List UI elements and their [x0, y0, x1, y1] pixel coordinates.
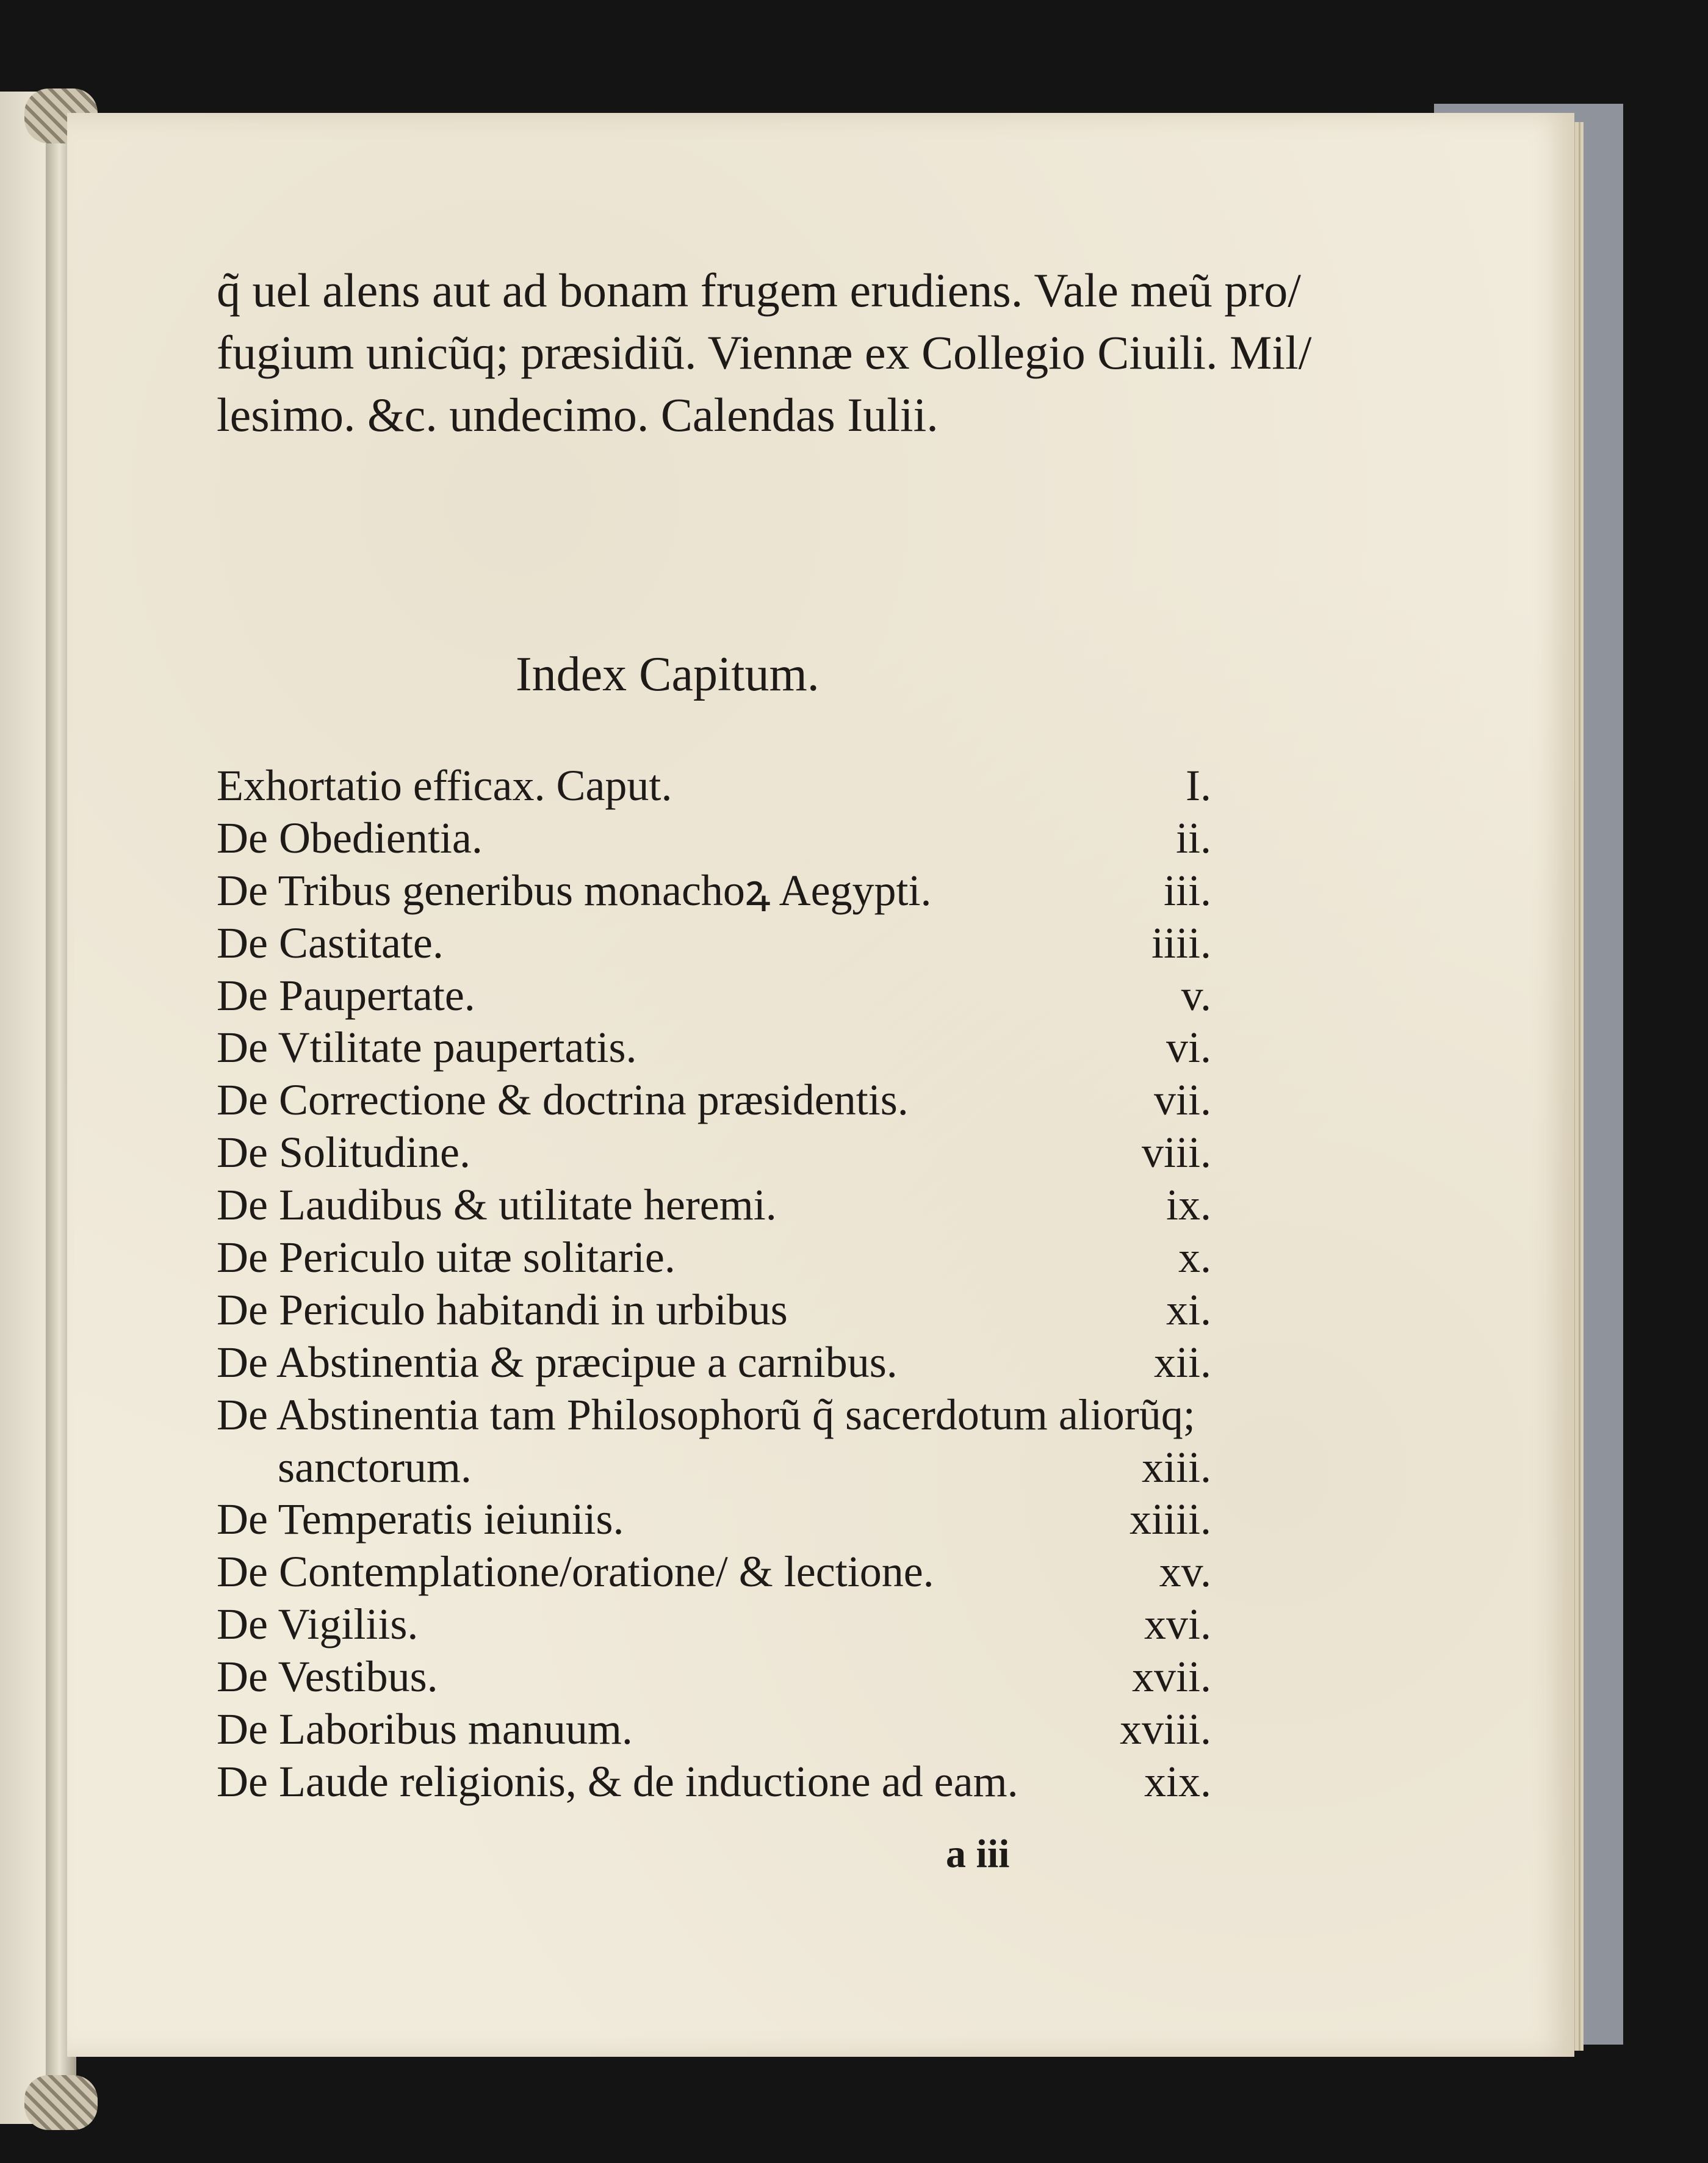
- entry-title: De Abstinentia & præcipue a carnibus.: [217, 1337, 898, 1387]
- entry-title: De Laude religionis, & de inductione ad eam.: [217, 1757, 1018, 1806]
- entry-title: De Laboribus manuum.: [217, 1705, 633, 1754]
- entry-title: De Laudibus & utilitate heremi.: [217, 1180, 777, 1230]
- entry-number: ii.: [1175, 813, 1211, 862]
- entry-title: De Contemplatione/oratione/ & lectione.: [217, 1547, 934, 1597]
- entry-number: xvi.: [1144, 1600, 1211, 1649]
- binding-thread-bottom: [24, 2075, 98, 2130]
- entry-title: sanctorum.: [278, 1442, 472, 1492]
- entry-number: xi.: [1166, 1285, 1211, 1334]
- entry-title: De Paupertate.: [217, 970, 475, 1020]
- entry-number: vii.: [1153, 1075, 1211, 1125]
- index-entry: [217, 812, 1211, 865]
- index-entry: [217, 1284, 1211, 1337]
- entry-number: xviii.: [1119, 1705, 1211, 1754]
- entry-number: ix.: [1166, 1180, 1211, 1230]
- index-entry: [217, 1337, 1211, 1389]
- entry-number: xvii.: [1131, 1652, 1211, 1702]
- entry-number: I.: [1186, 761, 1211, 810]
- entry-number: iii.: [1163, 865, 1211, 915]
- entry-title: De Vestibus.: [217, 1652, 438, 1702]
- entry-title: De Obedientia.: [217, 813, 483, 862]
- entry-number: xii.: [1153, 1337, 1211, 1387]
- index-entry: [217, 1651, 1211, 1703]
- entry-number: xiiii.: [1129, 1495, 1211, 1544]
- preface-line: fugium unicũq; præsidiũ. Viennæ ex Collegio Ciuili. Mil/: [217, 326, 1312, 379]
- index-entry: [217, 1074, 1211, 1127]
- preface-line: q̃ uel alens aut ad bonam frugem erudiens. Vale meũ pro/: [217, 264, 1301, 317]
- entry-number: iiii.: [1151, 918, 1211, 967]
- index-entry: [217, 760, 1211, 812]
- entry-number: xiii.: [1141, 1442, 1211, 1492]
- index-entry: [217, 1493, 1211, 1546]
- index-entry: [217, 1179, 1211, 1232]
- entry-title: De Periculo habitandi in urbibus: [217, 1285, 788, 1334]
- index-entry: [217, 1127, 1211, 1179]
- entry-number: xv.: [1159, 1547, 1211, 1597]
- entry-title: De Castitate.: [217, 918, 444, 967]
- index-entry: [217, 865, 1211, 917]
- entry-title: De Solitudine.: [217, 1128, 470, 1177]
- index-entry: [217, 1232, 1211, 1284]
- entry-title: De Temperatis ieiuniis.: [217, 1495, 624, 1544]
- entry-title: De Abstinentia tam Philosophorũ q̃ sacerdotum aliorũq;: [217, 1390, 1195, 1439]
- index-entry: [217, 1756, 1211, 1808]
- entry-title: De Vigiliis.: [217, 1600, 419, 1649]
- index-entry: [217, 1022, 1211, 1074]
- index-entry-continuation: [217, 1442, 1211, 1494]
- signature-mark: a iii: [946, 1832, 1010, 1876]
- entry-title: De Periculo uitæ solitarie.: [217, 1233, 676, 1282]
- entry-title: De Correctione & doctrina præsidentis.: [217, 1075, 909, 1125]
- preface-line: lesimo. &c. undecimo. Calendas Iulii.: [217, 388, 939, 441]
- entry-number: xix.: [1144, 1757, 1211, 1806]
- index-entry: [217, 917, 1211, 970]
- index-entry: [217, 1598, 1211, 1651]
- entry-number: vi.: [1166, 1023, 1211, 1072]
- entry-title: De Tribus generibus monachoꝝ Aegypti.: [217, 865, 932, 915]
- entry-number: v.: [1181, 970, 1211, 1020]
- index-entry: [217, 970, 1211, 1022]
- index-entry: [217, 1389, 1211, 1442]
- entry-number: x.: [1178, 1233, 1211, 1282]
- preface-text: [217, 259, 1312, 446]
- entry-title: Exhortatio efficax. Caput.: [217, 761, 672, 810]
- entry-number: viii.: [1141, 1128, 1211, 1177]
- index-entry: [217, 1546, 1211, 1598]
- entry-title: De Vtilitate paupertatis.: [217, 1023, 637, 1072]
- index-list: [217, 760, 1211, 1808]
- index-entry: [217, 1703, 1211, 1756]
- index-heading: Index Capitum.: [516, 648, 820, 701]
